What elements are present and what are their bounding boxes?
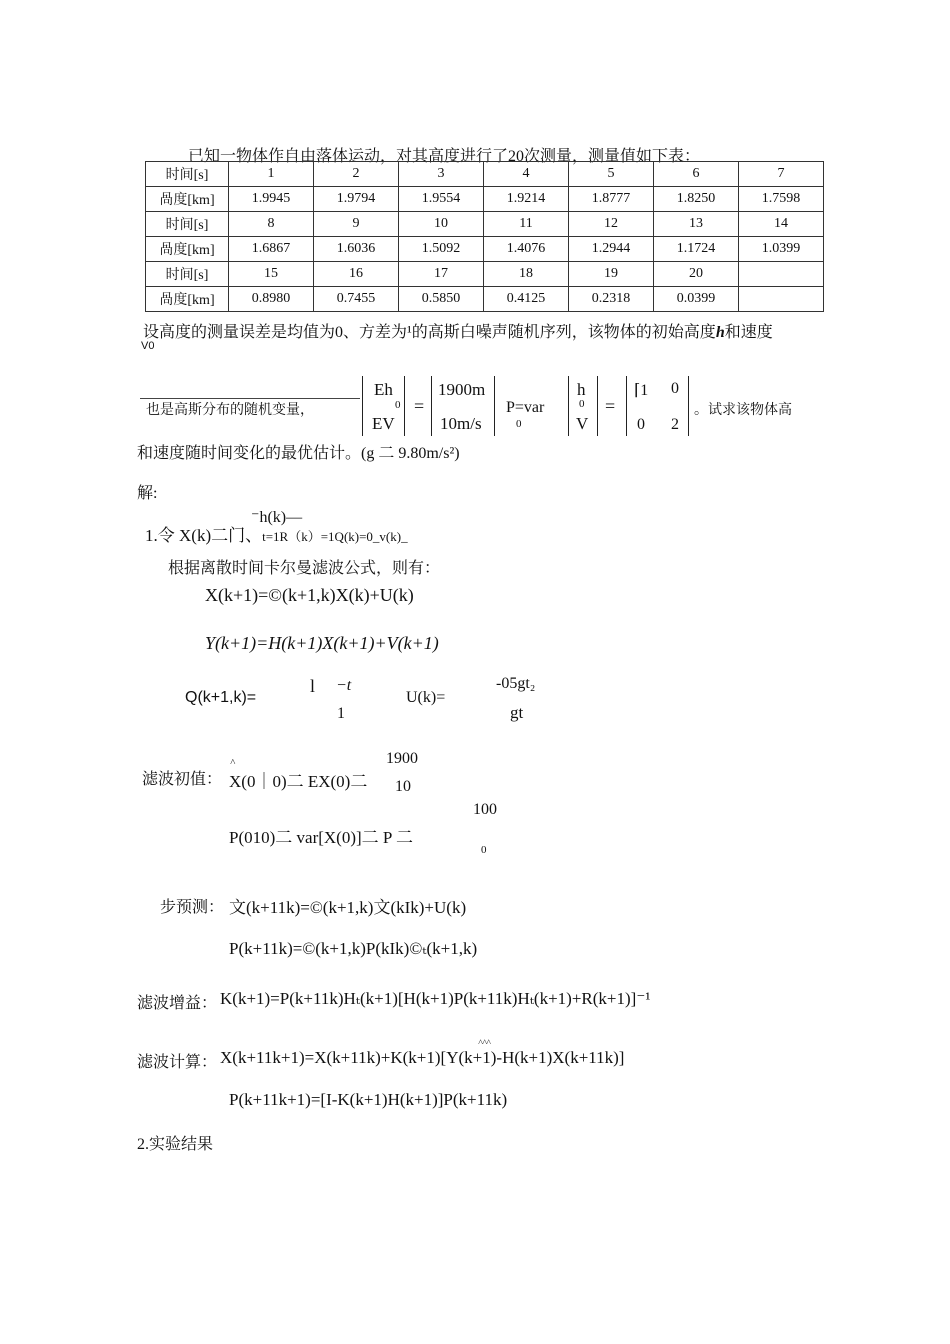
measurement-table xyxy=(145,161,824,312)
gain-label: 滤波增益： xyxy=(137,995,218,1012)
matrix-bracket xyxy=(626,376,627,436)
table-cell: 18 xyxy=(484,262,569,287)
table-cell: 4 xyxy=(484,162,569,187)
h-symbol: h xyxy=(715,324,725,341)
matrix-bracket xyxy=(494,376,495,436)
time-row xyxy=(146,212,824,237)
eh-subscript: 0 xyxy=(395,399,401,411)
step1-params: t=1R（k）=1Q(k)=0_v(k)_ xyxy=(262,529,408,544)
gain-equation: K(k+1)=P(k+11k)Hₜ(k+1)[H(k+1)P(k+11k)Hₜ(k+1)+R(k+1)]⁻¹ xyxy=(220,989,651,1008)
table-cell: 16 xyxy=(314,262,399,287)
matrix-bracket xyxy=(362,376,363,436)
state-vector-top: ⁻h(k)— xyxy=(251,509,303,526)
vector-h-subscript: 0 xyxy=(579,398,585,410)
init-state-equation: X(0｜0)二 EX(0)二 xyxy=(229,772,368,791)
p-init-subscript: 0 xyxy=(481,844,487,856)
table-cell: 11 xyxy=(484,212,569,237)
row-header-cell: 时间[s] xyxy=(146,262,229,287)
matrix-r2c2: 2 xyxy=(671,416,679,433)
table-cell: 0.0399 xyxy=(654,287,739,312)
equals-sign: = xyxy=(414,396,425,416)
table-cell: 1.9794 xyxy=(314,187,399,212)
height-row xyxy=(146,237,824,262)
row-header-cell: 时间[s] xyxy=(146,162,229,187)
row-header-cell: 咼度[km] xyxy=(146,287,229,312)
hat-marks: ˄˄˄ xyxy=(478,1037,491,1047)
height-row xyxy=(146,287,824,312)
step1-definition xyxy=(145,521,408,546)
table-cell: 20 xyxy=(654,262,739,287)
p-update-equation: P(k+11k+1)=[I-K(k+1)H(k+1)]P(k+11k) xyxy=(229,1090,508,1109)
ev-label: EV xyxy=(372,414,395,433)
table-cell: 2 xyxy=(314,162,399,187)
time-row xyxy=(146,262,824,287)
p-var-subscript: 0 xyxy=(516,418,522,430)
problem-tail: 。试求该物体高 xyxy=(694,403,792,418)
table-cell: 1.9945 xyxy=(229,187,314,212)
equals-sign: = xyxy=(605,396,616,416)
table-cell: 1.6036 xyxy=(314,237,399,262)
table-cell: 9 xyxy=(314,212,399,237)
init-label: 滤波初值： xyxy=(142,771,223,788)
table-cell: 1.6867 xyxy=(229,237,314,262)
u-vector-top: -05gt₂ xyxy=(496,675,536,692)
step1-text: 1.令 X(k)二门、 xyxy=(145,526,263,545)
matrix-r1c2: 0 xyxy=(671,380,679,397)
u-vector-bottom: gt xyxy=(510,703,524,722)
table-cell: 12 xyxy=(569,212,654,237)
table-cell xyxy=(739,287,824,312)
gaussian-text: 也是高斯分布的随机变量， xyxy=(146,403,314,418)
problem-line-3: 和速度随时间变化的最优估计。(g 二 9.80m/s²) xyxy=(137,445,460,462)
table-cell: 0.2318 xyxy=(569,287,654,312)
table-cell: 1.2944 xyxy=(569,237,654,262)
table-cell: 13 xyxy=(654,212,739,237)
table-cell: 1 xyxy=(229,162,314,187)
time-row xyxy=(146,162,824,187)
problem-line-1 xyxy=(143,319,773,342)
q-matrix-r2: 1 xyxy=(337,705,345,722)
and-speed-text: 和速度 xyxy=(724,324,773,341)
matrix-bracket xyxy=(404,376,405,436)
solution-label: 解: xyxy=(137,485,158,502)
vector-h: h xyxy=(577,380,586,399)
v0-symbol: V0 xyxy=(141,340,155,352)
init-vector-top: 1900 xyxy=(386,750,418,767)
initial-height-value: 1900m xyxy=(438,380,486,399)
formula-intro: 根据离散时间卡尔曼滤波公式，则有： xyxy=(168,560,441,577)
p-var-label: P=var xyxy=(506,399,545,416)
table-cell: 1.1724 xyxy=(654,237,739,262)
predict-label: 步预测： xyxy=(160,899,225,916)
results-heading: 2.实验结果 xyxy=(137,1136,214,1153)
initial-speed-value: 10m/s xyxy=(440,414,482,433)
predict-equation: 文(k+11k)=©(k+1,k)文(kIk)+U(k) xyxy=(229,898,467,917)
p-predict-equation: P(k+11k)=©(k+1,k)P(kIk)©ₜ(k+1,k) xyxy=(229,939,478,958)
q-matrix-r1b: −t xyxy=(336,677,352,694)
matrix-r2c1: 0 xyxy=(637,416,645,433)
hat-mark: ˄ xyxy=(230,757,236,768)
table-cell: 5 xyxy=(569,162,654,187)
matrix-bracket xyxy=(431,376,432,436)
matrix-bracket xyxy=(688,376,689,436)
table-cell: 0.5850 xyxy=(399,287,484,312)
table-cell: 0.4125 xyxy=(484,287,569,312)
table-cell: 17 xyxy=(399,262,484,287)
calc-label: 滤波计算： xyxy=(137,1054,218,1071)
table-cell: 1.8250 xyxy=(654,187,739,212)
measurement-equation: Y(k+1)=H(k+1)X(k+1)+V(k+1) xyxy=(205,633,439,653)
u-label: U(k)= xyxy=(406,689,446,706)
row-header-cell: 咼度[km] xyxy=(146,237,229,262)
table-cell: 1.4076 xyxy=(484,237,569,262)
table-cell: 1.5092 xyxy=(399,237,484,262)
table-cell: 19 xyxy=(569,262,654,287)
p-init-equation: P(010)二 var[X(0)]二 P 二 xyxy=(229,828,413,847)
table-cell: 7 xyxy=(739,162,824,187)
table-cell: 1.0399 xyxy=(739,237,824,262)
q-label: Q(k+1,k)= xyxy=(185,689,257,706)
height-row xyxy=(146,187,824,212)
matrix-bracket xyxy=(597,376,598,436)
table-cell: 1.7598 xyxy=(739,187,824,212)
table-cell: 10 xyxy=(399,212,484,237)
table-cell: 1.8777 xyxy=(569,187,654,212)
q-matrix-r1a: l xyxy=(310,676,316,696)
p-init-top: 100 xyxy=(473,801,497,818)
state-equation: X(k+1)=©(k+1,k)X(k)+U(k) xyxy=(205,585,414,605)
eh-label: Eh xyxy=(374,380,393,399)
table-cell: 0.7455 xyxy=(314,287,399,312)
table-cell: 15 xyxy=(229,262,314,287)
intro-text: 已知一物体作自由落体运动，对其高度进行了20次测量，测量值如下表： xyxy=(188,148,701,165)
init-vector-bottom: 10 xyxy=(395,778,411,795)
row-header-cell: 咼度[km] xyxy=(146,187,229,212)
table-cell: 0.8980 xyxy=(229,287,314,312)
matrix-r1c1: ⌈1 xyxy=(634,382,649,399)
table-cell: 14 xyxy=(739,212,824,237)
table-cell: 8 xyxy=(229,212,314,237)
matrix-bracket xyxy=(568,376,569,436)
vector-v: V xyxy=(576,414,589,433)
table-cell: 1.9554 xyxy=(399,187,484,212)
table-cell: 1.9214 xyxy=(484,187,569,212)
table-cell xyxy=(739,262,824,287)
table-cell: 3 xyxy=(399,162,484,187)
row-header-cell: 时间[s] xyxy=(146,212,229,237)
table-cell: 6 xyxy=(654,162,739,187)
calc-equation: X(k+11k+1)=X(k+11k)+K(k+1)[Y(k+1)-H(k+1)X(k+11k)] xyxy=(220,1048,625,1067)
problem-text: 设高度的测量误差是均值为0、方差为¹的高斯白噪声随机序列，该物体的初始高度 xyxy=(143,324,716,341)
